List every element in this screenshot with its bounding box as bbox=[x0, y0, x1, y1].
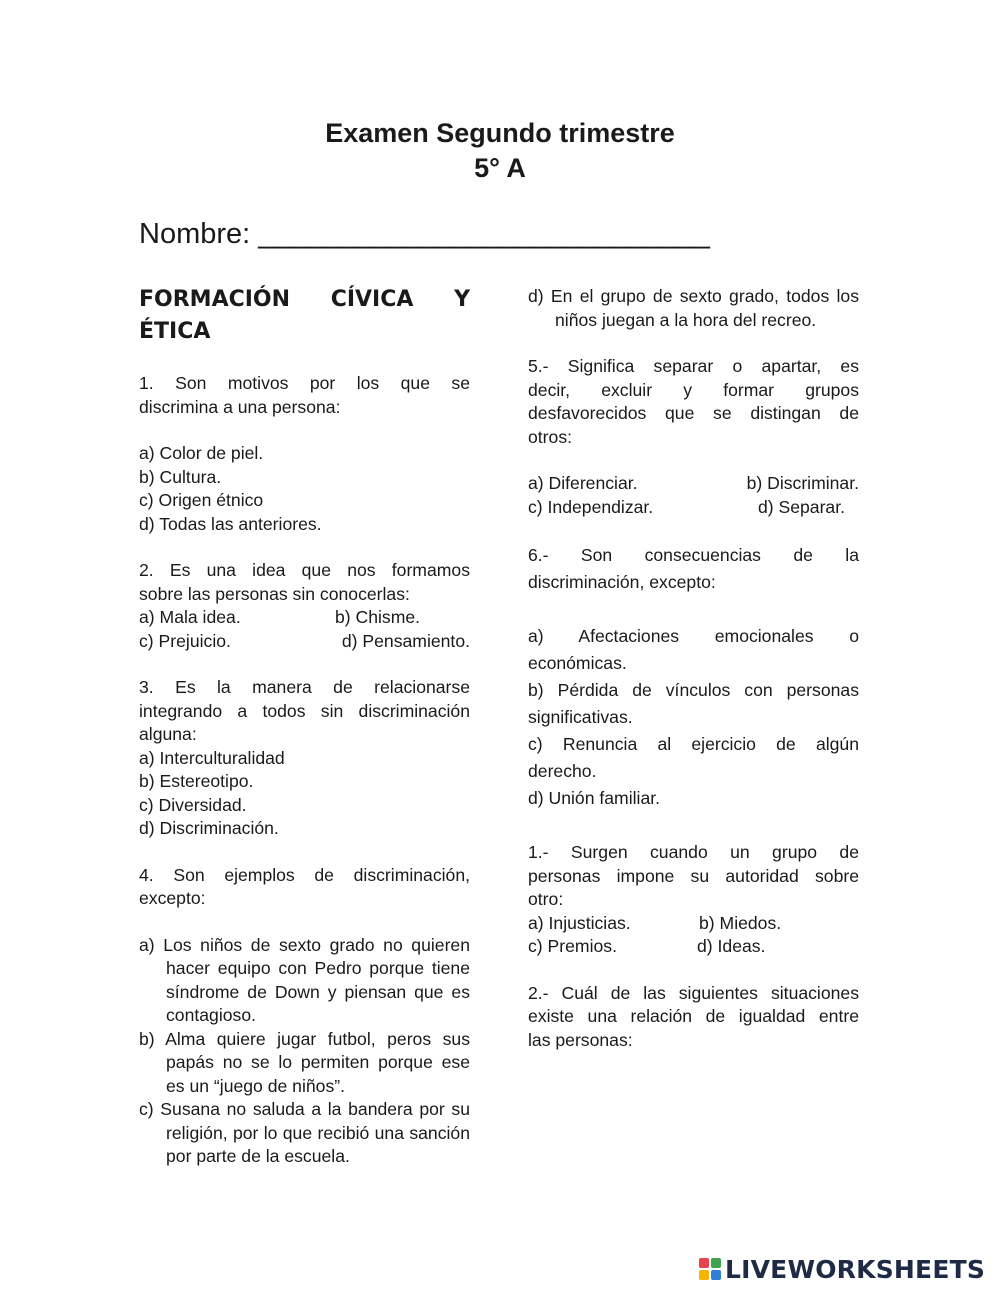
question-8 bbox=[528, 982, 859, 1053]
question-4-stem-line1: 4. Son ejemplos de discriminación, bbox=[139, 864, 470, 885]
question-6-option-a-line1: a) Afectaciones emocionales o bbox=[528, 626, 859, 646]
question-5-option-a: a) Diferenciar. bbox=[528, 473, 638, 493]
question-1-option-a: a) Color de piel. bbox=[139, 443, 264, 463]
question-2-stem-line1: 2. Es una idea que nos formamos bbox=[139, 560, 470, 580]
question-5-stem-line4: otros: bbox=[528, 426, 573, 447]
question-6-stem-line2: discriminación, excepto: bbox=[528, 572, 716, 592]
question-4-stem-line2: excepto: bbox=[139, 888, 206, 908]
question-2-option-d: d) Pensamiento. bbox=[341, 630, 470, 651]
right-column bbox=[528, 285, 859, 1052]
question-8-stem-line2: existe una relación de igualdad entre bbox=[528, 1006, 859, 1026]
subject-heading-line2: ÉTICA bbox=[139, 319, 211, 344]
question-3-stem-line2: integrando a todos sin discriminación bbox=[139, 700, 470, 721]
question-7 bbox=[528, 841, 859, 959]
question-7-stem-line2: personas impone su autoridad sobre bbox=[528, 865, 859, 886]
question-7-stem-line1: 1.- Surgen cuando un grupo de bbox=[528, 842, 859, 862]
question-1-option-c: c) Origen étnico bbox=[139, 490, 264, 510]
question-7-option-c: c) Premios. bbox=[528, 936, 617, 956]
question-5-stem-line2: decir, excluir y formar grupos bbox=[528, 379, 859, 400]
question-4 bbox=[139, 864, 470, 1169]
question-6-option-b-line2: significativas. bbox=[528, 707, 633, 727]
subject-heading bbox=[139, 284, 470, 348]
question-2-option-b: b) Chisme. bbox=[335, 607, 421, 627]
question-8-stem-line3: las personas: bbox=[528, 1029, 633, 1050]
question-5-option-d: d) Separar. bbox=[757, 496, 845, 517]
liveworksheets-logo-text: LIVEWORKSHEETS bbox=[725, 1254, 986, 1284]
question-5 bbox=[528, 355, 859, 519]
question-5-stem-line3: desfavorecidos que se distingan de bbox=[528, 403, 859, 423]
left-column bbox=[139, 284, 470, 1169]
question-3-stem-line3: alguna: bbox=[139, 724, 197, 744]
question-3-option-d: d) Discriminación. bbox=[139, 818, 279, 838]
question-6 bbox=[528, 542, 859, 812]
liveworksheets-logo bbox=[699, 1253, 985, 1285]
question-6-option-b-line1: b) Pérdida de vínculos con personas bbox=[528, 680, 859, 700]
question-6-option-c-line1: c) Renuncia al ejercicio de algún bbox=[528, 734, 859, 754]
question-6-option-d: d) Unión familiar. bbox=[528, 788, 661, 808]
question-3-stem-line1: 3. Es la manera de relacionarse bbox=[139, 677, 470, 697]
question-1 bbox=[139, 372, 470, 536]
question-7-option-b: b) Miedos. bbox=[699, 912, 782, 933]
question-6-stem-line1: 6.- Son consecuencias de la bbox=[528, 545, 859, 565]
question-4-option-b: b) Alma quiere jugar futbol, peros sus papás no se lo permiten porque ese es un “juego de niños”. bbox=[139, 1028, 470, 1096]
question-3-option-a: a) Interculturalidad bbox=[139, 747, 285, 768]
question-1-option-b: b) Cultura. bbox=[139, 466, 222, 487]
question-4-option-a: a) Los niños de sexto grado no quieren hacer equipo con Pedro porque tiene síndrome de Down y piensan que es contagioso. bbox=[139, 934, 470, 1025]
question-8-stem-line1: 2.- Cuál de las siguientes situaciones bbox=[528, 982, 859, 1003]
question-3-option-c: c) Diversidad. bbox=[139, 794, 247, 815]
question-2-option-c: c) Prejuicio. bbox=[139, 630, 231, 651]
question-1-option-d: d) Todas las anteriores. bbox=[139, 513, 322, 534]
liveworksheets-logo-icon bbox=[699, 1258, 721, 1280]
exam-title: Examen Segundo trimestre bbox=[325, 118, 675, 148]
question-4-option-c: c) Susana no saluda a la bandera por su religión, por lo que recibió una sanción por parte de la escuela. bbox=[139, 1099, 470, 1166]
exam-group: 5° A bbox=[474, 153, 526, 183]
question-4-option-d: d) En el grupo de sexto grado, todos los niños juegan a la hora del recreo. bbox=[528, 286, 859, 330]
question-6-option-c-line2: derecho. bbox=[528, 761, 597, 781]
question-3-option-b: b) Estereotipo. bbox=[139, 771, 254, 791]
question-2-option-a: a) Mala idea. bbox=[139, 607, 241, 627]
question-1-stem-line2: discrimina a una persona: bbox=[139, 396, 341, 417]
question-7-option-a: a) Injusticias. bbox=[528, 912, 631, 933]
name-field-label: Nombre: ____________________________ bbox=[139, 218, 710, 250]
question-7-stem-line3: otro: bbox=[528, 889, 564, 909]
subject-heading-line1: FORMACIÓN CÍVICA Y bbox=[139, 287, 470, 312]
question-2 bbox=[139, 559, 470, 653]
question-5-stem-line1: 5.- Significa separar o apartar, es bbox=[528, 356, 859, 376]
question-5-option-c: c) Independizar. bbox=[528, 496, 654, 517]
question-1-stem-line1: 1. Son motivos por los que se bbox=[139, 373, 470, 393]
question-7-option-d: d) Ideas. bbox=[697, 936, 766, 956]
question-3 bbox=[139, 676, 470, 841]
question-6-option-a-line2: económicas. bbox=[528, 653, 627, 673]
question-5-option-b: b) Discriminar. bbox=[746, 473, 859, 493]
question-2-stem-line2: sobre las personas sin conocerlas: bbox=[139, 583, 410, 604]
